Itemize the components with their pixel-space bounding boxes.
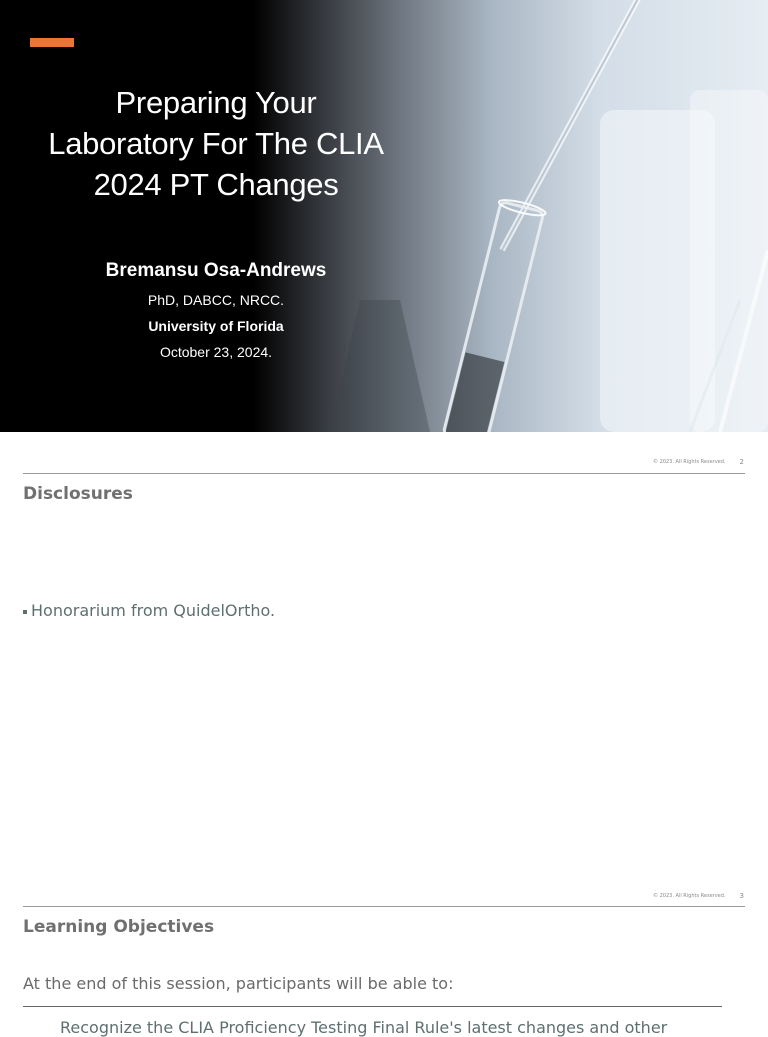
- title-slide: [0, 0, 768, 432]
- presentation-date: October 23, 2024.: [159, 344, 273, 360]
- title-line: Preparing Your: [115, 85, 317, 120]
- presenter-credentials: PhD, DABCC, NRCC.: [147, 292, 285, 308]
- learning-objectives-slide: [0, 866, 768, 1037]
- slide-heading: Disclosures: [23, 484, 133, 504]
- presenter-name: Bremansu Osa-Andrews: [105, 260, 327, 281]
- disclosures-slide: [0, 432, 768, 866]
- list-item: [23, 601, 275, 620]
- presenter-affiliation: University of Florida: [148, 318, 284, 334]
- copyright-text: © 2023. All Rights Reserved.: [653, 459, 726, 465]
- title-line: 2024 PT Changes: [93, 167, 339, 202]
- copyright-text: © 2023. All Rights Reserved.: [653, 893, 726, 899]
- slide-footer: [653, 458, 744, 466]
- bullet-icon: [23, 610, 27, 614]
- header-divider: [23, 473, 745, 474]
- slide-footer: [653, 892, 744, 900]
- accent-bar: [30, 38, 74, 47]
- slide-heading: Learning Objectives: [23, 917, 215, 937]
- list-item-text: Honorarium from QuidelOrtho.: [31, 601, 276, 620]
- slide-title: [0, 82, 432, 205]
- page-number: 3: [739, 892, 744, 900]
- intro-divider: [23, 1006, 722, 1007]
- intro-text: At the end of this session, participants will be able to:: [23, 974, 454, 993]
- objective-item: Recognize the CLIA Proficiency Testing Final Rule's latest changes and other: [60, 1018, 668, 1037]
- header-divider: [23, 906, 745, 907]
- title-line: Laboratory For The CLIA: [48, 126, 384, 161]
- laboratory-glassware-image: [0, 0, 768, 432]
- page-number: 2: [739, 458, 744, 466]
